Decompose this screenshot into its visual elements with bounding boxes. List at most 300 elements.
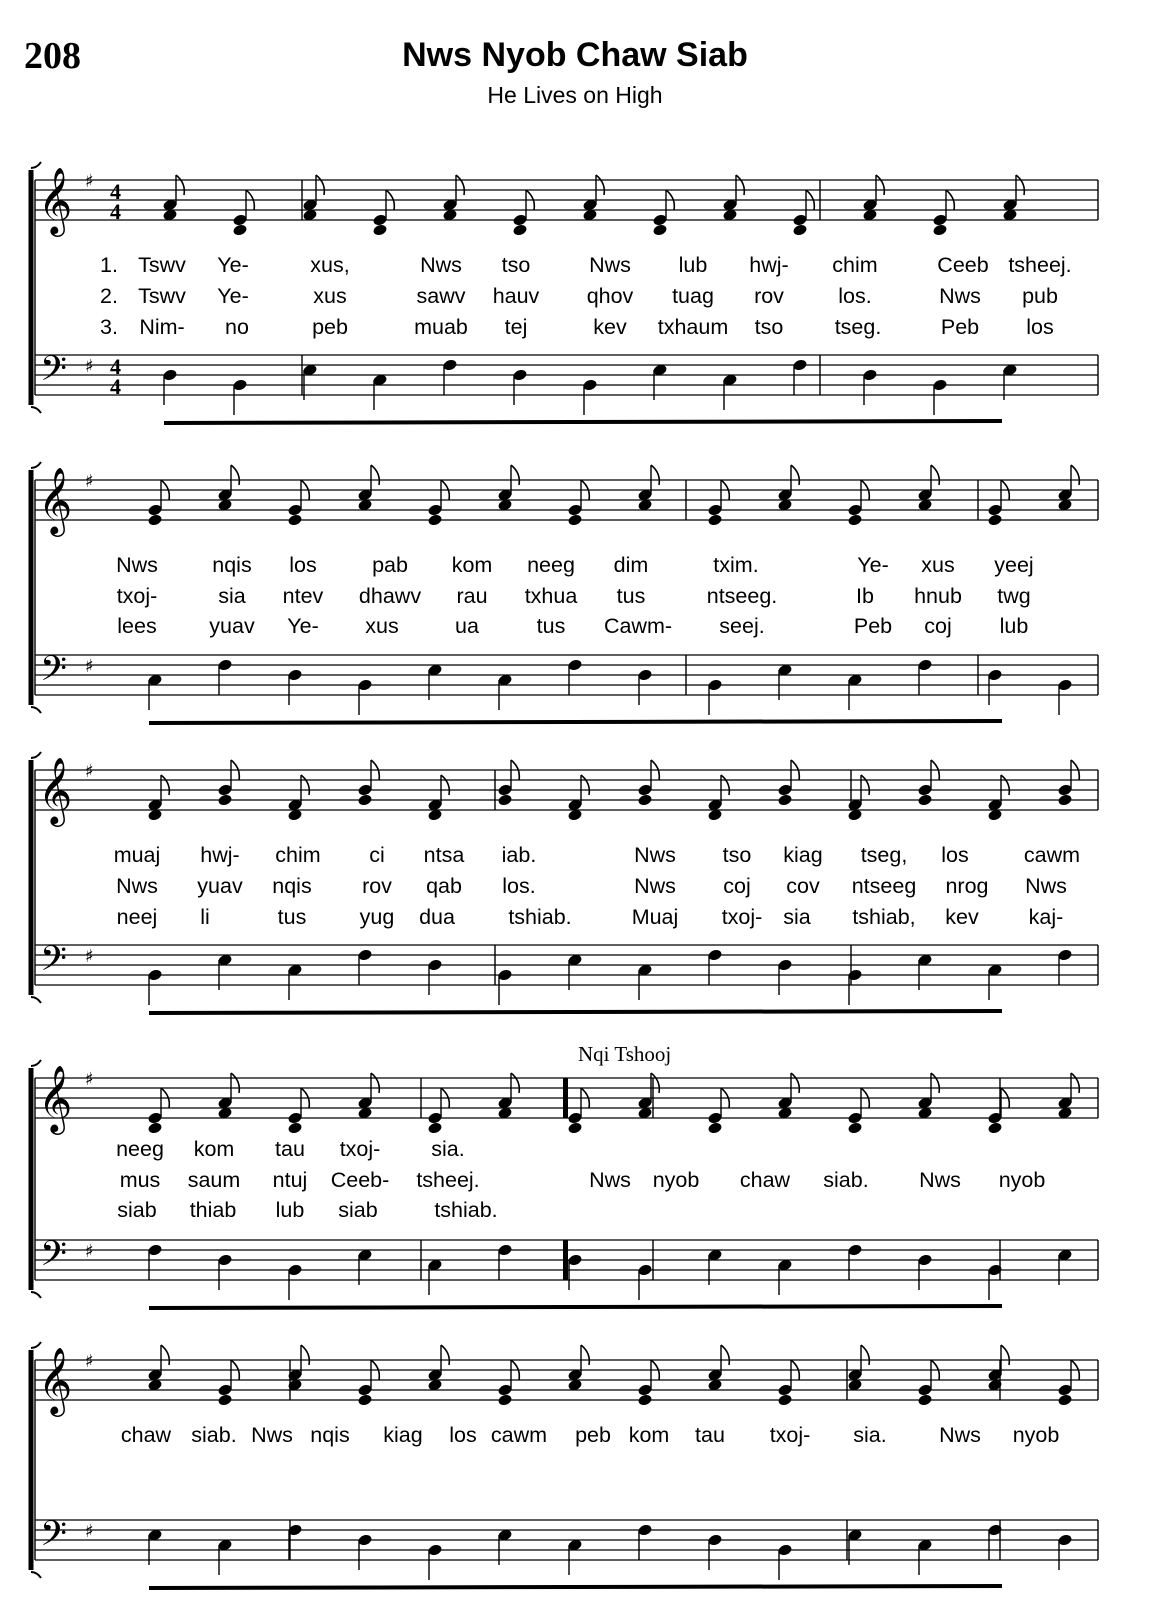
note-head xyxy=(848,514,863,527)
lyric-syllable: chim xyxy=(275,843,321,867)
note-head xyxy=(568,659,583,672)
lyric-syllable: hwj- xyxy=(749,253,789,277)
lyric-syllable: txhua xyxy=(524,584,578,608)
lyric-syllable: twg xyxy=(997,584,1031,608)
lyric-syllable: tus xyxy=(277,905,307,929)
note-flag xyxy=(456,175,464,195)
note-flag xyxy=(301,1345,309,1365)
note-head xyxy=(498,1384,513,1397)
note-flag xyxy=(161,1345,169,1365)
note-flag xyxy=(861,775,869,795)
lyric-syllable: nqis xyxy=(310,1423,350,1447)
lyric-syllable: Nws xyxy=(939,1423,981,1447)
note-head xyxy=(653,214,668,227)
note-head xyxy=(638,1394,653,1407)
bass-clef: 𝄢 xyxy=(40,648,68,697)
lyric-syllable: tsheej. xyxy=(1008,253,1072,277)
lyric-syllable: Nws xyxy=(939,284,981,308)
note-head xyxy=(568,514,583,527)
lyric-syllable: hwj- xyxy=(200,843,240,867)
note-head xyxy=(148,1244,163,1257)
note-head xyxy=(778,1544,793,1557)
note-head xyxy=(428,959,443,972)
note-head xyxy=(1058,949,1073,962)
note-head xyxy=(233,224,248,237)
sharp-icon: ♯ xyxy=(85,1521,94,1542)
sharp-icon: ♯ xyxy=(85,761,94,782)
note-head xyxy=(218,1394,233,1407)
lyric-syllable: ntuj xyxy=(272,1168,308,1192)
lyric-syllable: Tswv xyxy=(138,284,186,308)
note-head xyxy=(988,1122,1003,1135)
lyric-syllable: Tswv xyxy=(138,253,186,277)
note-flag xyxy=(231,465,239,485)
lyric-syllable: ntev xyxy=(282,584,324,608)
lyric-syllable: Peb xyxy=(940,315,980,339)
note-head xyxy=(1058,679,1073,692)
note-flag xyxy=(721,1345,729,1365)
note-head xyxy=(918,1254,933,1267)
treble-clef: 𝄞 xyxy=(38,166,73,234)
lyric-syllable: siab xyxy=(117,1198,157,1222)
note-head xyxy=(358,949,373,962)
note-flag xyxy=(231,1073,239,1093)
note-head xyxy=(218,659,233,672)
beam xyxy=(149,1586,1002,1588)
note-head xyxy=(498,969,513,982)
bass-clef: 𝄢 xyxy=(40,1513,68,1562)
note-flag xyxy=(441,775,449,795)
lyric-syllable: Nws xyxy=(1025,874,1067,898)
lyric-syllable: mus xyxy=(119,1168,161,1192)
lyric-syllable: ntsa xyxy=(423,843,465,867)
lyric-syllable: tshiab. xyxy=(508,905,572,929)
note-flag xyxy=(1001,1345,1009,1365)
note-head xyxy=(148,1122,163,1135)
note-flag xyxy=(371,1073,379,1093)
sharp-icon: ♯ xyxy=(85,1351,94,1372)
lyric-syllable: siab xyxy=(338,1198,378,1222)
note-head xyxy=(708,514,723,527)
treble-clef: 𝄞 xyxy=(38,756,73,824)
note-head xyxy=(1058,1394,1073,1407)
lyric-syllable: tseg. xyxy=(834,315,882,339)
bass-notes-4 xyxy=(148,1244,1073,1308)
lyric-syllable: Ye- xyxy=(217,284,249,308)
note-flag xyxy=(651,1073,659,1093)
lyric-syllable: neej xyxy=(116,905,158,929)
lyric-syllable: Peb xyxy=(853,614,893,638)
lyric-syllable: Ceeb- xyxy=(330,1168,390,1192)
lyric-syllable: ntseeg xyxy=(851,874,917,898)
bass-notes-2 xyxy=(148,659,1073,723)
lyric-syllable: cawm xyxy=(1023,843,1081,867)
note-head xyxy=(498,1244,513,1257)
lyric-syllable: nqis xyxy=(272,874,312,898)
lyric-syllable: kev xyxy=(945,905,979,929)
lyric-syllable: los. xyxy=(838,284,872,308)
lyric-syllable: ua xyxy=(455,614,479,638)
lyric-syllable: kom xyxy=(628,1423,670,1447)
note-head xyxy=(848,504,863,517)
note-head xyxy=(933,214,948,227)
note-head xyxy=(233,379,248,392)
lyric-syllable: dua xyxy=(419,905,455,929)
sharp-icon: ♯ xyxy=(85,471,94,492)
lyric-syllable: tau xyxy=(275,1137,305,1161)
lyric-syllable: txim. xyxy=(713,553,759,577)
lyric-syllable: chaw xyxy=(739,1168,791,1192)
note-head xyxy=(428,504,443,517)
lyric-syllable: siab. xyxy=(191,1423,237,1447)
lyric-syllable: lub xyxy=(999,614,1029,638)
beam xyxy=(149,721,1002,723)
note-flag xyxy=(791,465,799,485)
lyric-syllable: siab. xyxy=(823,1168,869,1192)
lyric-syllable: chim xyxy=(832,253,878,277)
note-head xyxy=(778,959,793,972)
lyric-syllable: txoj- xyxy=(769,1423,811,1447)
note-head xyxy=(793,214,808,227)
note-head xyxy=(863,369,878,382)
note-flag xyxy=(1071,1073,1079,1093)
lyric-syllable: lub xyxy=(678,253,708,277)
lyric-syllable: rau xyxy=(456,584,488,608)
note-head xyxy=(778,784,793,797)
note-head xyxy=(428,514,443,527)
lyric-syllable: kom xyxy=(451,553,493,577)
lyric-syllable: rov xyxy=(362,874,392,898)
lyric-syllable: no xyxy=(225,315,249,339)
bracket-hook xyxy=(31,997,41,1003)
note-head xyxy=(918,794,933,807)
verse-number: 2. xyxy=(100,284,118,308)
note-head xyxy=(358,1534,373,1547)
lyric-syllable: neeg xyxy=(116,1137,164,1161)
note-head xyxy=(848,1244,863,1257)
lyric-syllable: tau xyxy=(695,1423,725,1447)
note-head xyxy=(148,969,163,982)
treble-clef: 𝄞 xyxy=(38,1346,73,1414)
lyric-syllable: saum xyxy=(187,1168,241,1192)
staff-bass-5 xyxy=(35,1520,1098,1560)
note-head xyxy=(918,1394,933,1407)
note-head xyxy=(638,1524,653,1537)
beam xyxy=(149,1011,1002,1013)
sharp-icon: ♯ xyxy=(85,946,94,967)
note-head xyxy=(148,1112,163,1125)
note-head xyxy=(288,504,303,517)
treble-notes-4 xyxy=(148,1073,1080,1134)
beam xyxy=(149,1306,1002,1308)
lyric-syllable: Ye- xyxy=(217,253,249,277)
note-head xyxy=(708,1112,723,1125)
note-flag xyxy=(441,1345,449,1365)
lyric-syllable: hnub xyxy=(914,584,962,608)
note-head xyxy=(373,224,388,237)
lyric-syllable: Nws xyxy=(251,1423,293,1447)
note-head xyxy=(288,1122,303,1135)
note-head xyxy=(513,214,528,227)
treble-clef: 𝄞 xyxy=(38,1064,73,1132)
lyric-syllable: seej. xyxy=(719,614,765,638)
lyric-syllable: Nws xyxy=(634,843,676,867)
note-head xyxy=(358,679,373,692)
note-head xyxy=(708,1534,723,1547)
lyric-syllable: nyob xyxy=(998,1168,1046,1192)
hymn-title: Nws Nyob Chaw Siab xyxy=(402,36,748,74)
lyric-syllable: tej xyxy=(504,315,528,339)
lyric-syllable: dim xyxy=(613,553,649,577)
note-head xyxy=(778,794,793,807)
bass-notes-3 xyxy=(148,949,1073,1013)
lyric-syllable: Nws xyxy=(116,874,158,898)
lyric-syllable: hauv xyxy=(492,284,540,308)
note-head xyxy=(583,379,598,392)
note-flag xyxy=(371,465,379,485)
note-head xyxy=(233,214,248,227)
sharp-icon: ♯ xyxy=(85,356,94,377)
note-head xyxy=(653,224,668,237)
sharp-icon: ♯ xyxy=(85,1069,94,1090)
lyric-syllable: iab. xyxy=(501,843,537,867)
note-head xyxy=(1058,1534,1073,1547)
treble-notes-5 xyxy=(148,1345,1080,1406)
note-head xyxy=(933,379,948,392)
lyric-syllable: muab xyxy=(414,315,468,339)
lyric-syllable: tso xyxy=(501,253,531,277)
lyric-syllable: kiag xyxy=(783,843,823,867)
lyric-syllable: peb xyxy=(575,1423,611,1447)
note-flag xyxy=(511,1073,519,1093)
lyric-syllable: xus, xyxy=(310,253,350,277)
note-flag xyxy=(596,175,604,195)
note-head xyxy=(358,784,373,797)
lyric-syllable: yuav xyxy=(209,614,255,638)
note-flag xyxy=(581,1345,589,1365)
time-signature-bottom-treble: 4 xyxy=(110,199,121,224)
note-head xyxy=(148,514,163,527)
lyric-syllable: tseg, xyxy=(860,843,908,867)
lyric-syllable: chaw xyxy=(120,1423,172,1447)
sharp-icon: ♯ xyxy=(85,1241,94,1262)
lyric-syllable: rov xyxy=(754,284,784,308)
note-head xyxy=(848,1122,863,1135)
note-head xyxy=(793,359,808,372)
note-head xyxy=(428,1122,443,1135)
note-flag xyxy=(161,775,169,795)
time-signature-top-bass: 4 xyxy=(110,354,121,379)
lyric-syllable: ntseeg. xyxy=(706,584,778,608)
bass-notes-5 xyxy=(148,1524,1073,1588)
note-head xyxy=(568,1112,583,1125)
staff-bass-3 xyxy=(35,945,1098,985)
lyric-syllable: cawm xyxy=(490,1423,548,1447)
note-head xyxy=(793,224,808,237)
note-head xyxy=(218,794,233,807)
note-head xyxy=(513,369,528,382)
lyric-syllable: Ceeb xyxy=(937,253,989,277)
lyric-syllable: Nws xyxy=(420,253,462,277)
lyric-syllable: cov xyxy=(786,874,820,898)
lyric-syllable: Nim- xyxy=(139,315,185,339)
note-head xyxy=(933,224,948,237)
note-head xyxy=(848,1112,863,1125)
lyric-syllable: sia. xyxy=(431,1137,465,1161)
lyric-syllable: los xyxy=(289,553,317,577)
note-head xyxy=(568,504,583,517)
note-head xyxy=(708,949,723,962)
lyric-syllable: pub xyxy=(1022,284,1058,308)
lyric-syllable: yug xyxy=(359,905,395,929)
note-head xyxy=(1058,1384,1073,1397)
lyric-syllable: qhov xyxy=(586,284,634,308)
note-head xyxy=(358,1384,373,1397)
note-head xyxy=(918,659,933,672)
note-flag xyxy=(931,465,939,485)
lyric-syllable: yuav xyxy=(197,874,243,898)
lyric-syllable: tsheej. xyxy=(416,1168,480,1192)
lyric-syllable: dhawv xyxy=(358,584,422,608)
lyric-syllable: kev xyxy=(593,315,627,339)
note-head xyxy=(288,1264,303,1277)
note-head xyxy=(918,784,933,797)
lyric-syllable: sawv xyxy=(416,284,466,308)
note-flag xyxy=(1071,465,1079,485)
note-head xyxy=(218,784,233,797)
bracket-hook xyxy=(31,707,41,713)
treble-notes-2 xyxy=(148,465,1080,526)
lyric-syllable: tso xyxy=(754,315,784,339)
lyric-syllable: kaj- xyxy=(1028,905,1064,929)
lyric-syllable: nrog xyxy=(945,874,989,898)
lyric-syllable: neeg xyxy=(527,553,575,577)
note-head xyxy=(1058,784,1073,797)
lyric-syllable: tus xyxy=(536,614,566,638)
note-head xyxy=(638,1264,653,1277)
lyric-syllable: sia xyxy=(783,905,811,929)
note-head xyxy=(708,679,723,692)
lyric-syllable: Ib xyxy=(856,584,874,608)
lyric-syllable: Cawm- xyxy=(603,614,673,638)
note-head xyxy=(708,504,723,517)
lyric-syllable: thiab xyxy=(189,1198,237,1222)
note-flag xyxy=(581,775,589,795)
note-flag xyxy=(651,465,659,485)
lyric-syllable: sia. xyxy=(853,1423,887,1447)
lyric-syllable: tuag xyxy=(672,284,714,308)
note-head xyxy=(918,1384,933,1397)
beam xyxy=(164,421,1002,423)
hymn-subtitle: He Lives on High xyxy=(487,82,663,108)
lyric-syllable: Nws xyxy=(634,874,676,898)
lyric-syllable: qab xyxy=(426,874,462,898)
note-head xyxy=(358,1394,373,1407)
note-head xyxy=(498,784,513,797)
verse-number: 1. xyxy=(100,253,118,277)
lyric-syllable: kom xyxy=(193,1137,235,1161)
note-flag xyxy=(316,175,324,195)
note-flag xyxy=(876,175,884,195)
note-head xyxy=(288,514,303,527)
note-flag xyxy=(861,1345,869,1365)
note-head xyxy=(373,214,388,227)
note-head xyxy=(638,794,653,807)
lyric-syllable: nyob xyxy=(652,1168,700,1192)
note-head xyxy=(218,1254,233,1267)
lyric-syllable: lub xyxy=(275,1198,305,1222)
lyric-syllable: Ye- xyxy=(287,614,319,638)
lyric-syllable: tshiab, xyxy=(852,905,916,929)
note-head xyxy=(288,669,303,682)
note-head xyxy=(498,1394,513,1407)
system-5 xyxy=(31,1342,1098,1578)
lyric-syllable: xus xyxy=(313,284,347,308)
bracket-hook xyxy=(31,1292,41,1298)
treble-notes-1 xyxy=(163,175,1025,236)
lyric-syllable: Nws xyxy=(589,1168,631,1192)
note-flag xyxy=(176,175,184,195)
note-head xyxy=(638,784,653,797)
note-head xyxy=(638,669,653,682)
treble-clef: 𝄞 xyxy=(38,466,73,534)
note-head xyxy=(1058,794,1073,807)
lyric-syllable: txoj- xyxy=(116,584,158,608)
note-head xyxy=(358,794,373,807)
lyric-syllable: pab xyxy=(372,553,408,577)
note-flag xyxy=(1016,175,1024,195)
note-head xyxy=(513,224,528,237)
refrain-label: Nqi Tshooj xyxy=(578,1042,672,1066)
lyric-syllable: ci xyxy=(369,843,385,867)
lyric-syllable: tshiab. xyxy=(434,1198,498,1222)
lyric-syllable: Nws xyxy=(116,553,158,577)
lyric-syllable: los xyxy=(1026,315,1054,339)
lyric-syllable: nyob xyxy=(1012,1423,1060,1447)
staff-treble-1 xyxy=(35,180,1098,220)
lyric-syllable: coj xyxy=(924,614,952,638)
bracket-hook xyxy=(31,407,41,413)
staff-treble-2 xyxy=(35,480,1098,520)
lyric-syllable: li xyxy=(200,905,210,929)
note-head xyxy=(443,359,458,372)
note-flag xyxy=(301,775,309,795)
bass-notes-1 xyxy=(163,359,1018,423)
note-head xyxy=(568,1254,583,1267)
bass-clef: 𝄢 xyxy=(40,348,68,397)
note-head xyxy=(148,504,163,517)
hymn-number: 208 xyxy=(24,35,81,77)
note-flag xyxy=(511,465,519,485)
note-head xyxy=(163,369,178,382)
note-flag xyxy=(736,175,744,195)
note-head xyxy=(428,1544,443,1557)
note-head xyxy=(218,1384,233,1397)
note-head xyxy=(428,1112,443,1125)
sharp-icon: ♯ xyxy=(85,171,94,192)
note-head xyxy=(288,1112,303,1125)
lyric-syllable: yeej xyxy=(994,553,1034,577)
lyric-syllable: peb xyxy=(312,315,348,339)
lyric-syllable: los xyxy=(449,1423,477,1447)
lyric-syllable: coj xyxy=(723,874,751,898)
note-head xyxy=(778,1384,793,1397)
note-flag xyxy=(931,1073,939,1093)
lyric-syllable: txoj- xyxy=(339,1137,381,1161)
time-signature-top-treble: 4 xyxy=(110,179,121,204)
note-flag xyxy=(1001,775,1009,795)
lyric-syllable: nqis xyxy=(212,553,252,577)
